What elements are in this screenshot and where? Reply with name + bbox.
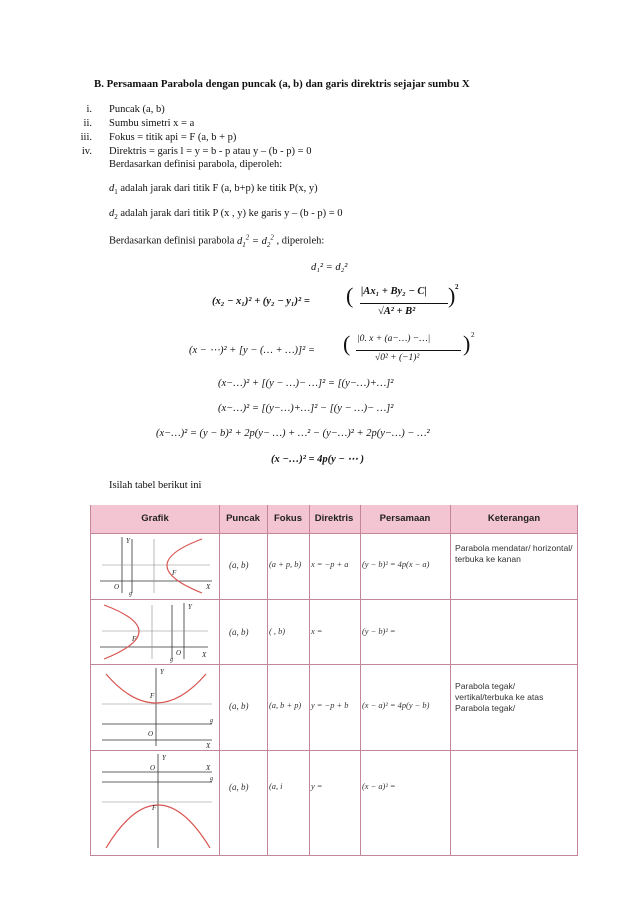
instruction: Isilah tabel berikut ini	[109, 480, 202, 491]
row3-direktris: y = −p + b	[311, 701, 349, 710]
fraction-bar-2	[356, 350, 461, 351]
row1-puncak: (a, b)	[229, 560, 249, 570]
graph-down-opening	[92, 752, 218, 852]
col-line	[267, 505, 268, 856]
row3-fokus: (a, b + p)	[269, 701, 302, 710]
equation-1: d₁² = d₂²	[311, 262, 348, 273]
definition-eq-line: Berdasarkan definisi parabola $d_1^2 = d_2^2$ , diperoleh:	[109, 233, 325, 249]
graph-left-opening	[92, 601, 218, 663]
label-g: g	[170, 657, 173, 663]
label-o: O	[176, 649, 182, 657]
label-o: O	[148, 730, 154, 738]
d2-line: $d_2$ adalah jarak dari titik P (x , y) ke garis y – (b - p) = 0	[109, 208, 343, 222]
fraction-bar	[360, 303, 448, 304]
paren-right: )	[448, 283, 456, 308]
d1-text: adalah jarak dari titik F (a, b+p) ke titik P(x, y)	[117, 183, 318, 194]
label-y: Y	[162, 754, 166, 762]
label-f: F	[132, 635, 137, 643]
paren-right-2: )	[463, 331, 471, 356]
list-num-1: i.	[86, 104, 92, 115]
row1-persamaan: (y − b)² = 4p(x − a)	[362, 560, 430, 569]
d2-var: d	[109, 208, 115, 219]
equation-2-den: √A² + B²	[378, 306, 416, 317]
row2-direktris: x =	[311, 627, 323, 636]
row2-fokus: ( , b)	[269, 627, 286, 636]
graph-right-opening	[92, 535, 218, 597]
row1-fokus: (a + p, b)	[269, 560, 302, 569]
row4-puncak: (a, b)	[229, 782, 249, 792]
list-num-4: iv.	[81, 146, 92, 157]
row4-direktris: y =	[311, 782, 323, 791]
row3-keterangan: Parabola tegak/ vertikal/terbuka ke atas Parabola tegak/	[455, 681, 544, 713]
exp-2: 2	[455, 283, 459, 291]
label-x: X	[206, 583, 211, 591]
label-g: g	[210, 776, 213, 782]
col-line	[360, 505, 361, 856]
header-grafik: Grafik	[141, 513, 169, 524]
equation-3-lhs: (x − ⋯)² + [y − (… + …)]² =	[189, 345, 315, 356]
exp-3: 2	[471, 331, 475, 339]
d2-text: adalah jarak dari titik P (x , y) ke garis y – (b - p) = 0	[117, 208, 343, 219]
row1-direktris: x = −p + a	[311, 560, 349, 569]
definition-line: Berdasarkan definisi parabola, diperoleh:	[109, 159, 283, 170]
header-keterangan: Keterangan	[487, 513, 541, 524]
col-line	[577, 505, 578, 856]
row3-puncak: (a, b)	[229, 701, 249, 711]
paren-left-2: (	[343, 331, 351, 356]
header-persamaan: Persamaan	[379, 513, 431, 524]
list-item-4: Direktris = garis l = y = b - p atau y – (b - p) = 0	[109, 146, 312, 157]
list-num-2: ii.	[83, 118, 92, 129]
equation-7: (x −…)² = 4p(y − ⋯ )	[271, 454, 365, 465]
equation-3-num: |0. x + (a−…) −…|	[357, 334, 431, 344]
equation-3-den: √0² + (−1)²	[375, 353, 420, 363]
equation-5: (x−…)² = [(y−…)+…]² − [(y − …)− …]²	[218, 403, 394, 414]
label-f: F	[172, 569, 177, 577]
label-x: X	[206, 742, 211, 749]
d1-var: d	[109, 183, 115, 194]
list-num-3: iii.	[80, 132, 92, 143]
label-f: F	[150, 692, 155, 700]
row2-persamaan: (y − b)² =	[362, 627, 396, 636]
list-item-3: Fokus = titik api = F (a, b + p)	[109, 132, 237, 143]
parabola-curve	[167, 539, 202, 593]
row4-fokus: (a, i	[269, 782, 283, 791]
row2-puncak: (a, b)	[229, 627, 249, 637]
equation-2-num: |Ax₁ + By₂ − C|	[361, 286, 427, 297]
label-y: Y	[126, 537, 130, 545]
equation-4: (x−…)² + [(y − …)− …]² = [(y−…)+…]²	[218, 378, 394, 389]
row1-keterangan: Parabola mendatar/ horizontal/ terbuka ke kanan	[455, 543, 573, 564]
def-prefix: Berdasarkan definisi parabola	[109, 235, 237, 247]
d1-line: $d_1$ adalah jarak dari titik F (a, b+p) ke titik P(x, y)	[109, 183, 318, 197]
parabola-table	[90, 505, 578, 856]
label-y: Y	[160, 668, 164, 676]
equation-6: (x−…)² = (y − b)² + 2p(y− …) + …² − (y−…)² + 2p(y−…) − …²	[156, 428, 430, 439]
col-line	[309, 505, 310, 856]
section-title: B. Persamaan Parabola dengan puncak (a, b) dan garis direktris sejajar sumbu X	[94, 78, 470, 90]
header-puncak: Puncak	[226, 513, 260, 524]
label-g: g	[129, 591, 132, 597]
label-x: X	[206, 764, 211, 772]
graph-up-opening	[92, 666, 218, 749]
header-fokus: Fokus	[274, 513, 302, 524]
equation-2-lhs: (x₂ − x₁)² + (y₂ − y₁)² =	[212, 296, 310, 307]
row3-persamaan: (x − a)² = 4p(y − b)	[362, 701, 430, 710]
parabola-curve	[104, 605, 139, 659]
paren-left: (	[346, 283, 354, 308]
def-suffix: , diperoleh:	[273, 235, 325, 247]
label-g: g	[210, 718, 213, 724]
label-f: F	[152, 804, 157, 812]
row4-persamaan: (x − a)² =	[362, 782, 396, 791]
header-direktris: Direktris	[314, 513, 354, 524]
label-o: O	[114, 583, 120, 591]
label-y: Y	[188, 603, 192, 611]
label-o: O	[150, 764, 156, 772]
list-item-1: Puncak (a, b)	[109, 104, 165, 115]
col-line	[450, 505, 451, 856]
col-line	[219, 505, 220, 856]
label-x: X	[202, 651, 207, 659]
list-item-2: Sumbu simetri x = a	[109, 118, 195, 129]
col-line	[90, 505, 91, 856]
